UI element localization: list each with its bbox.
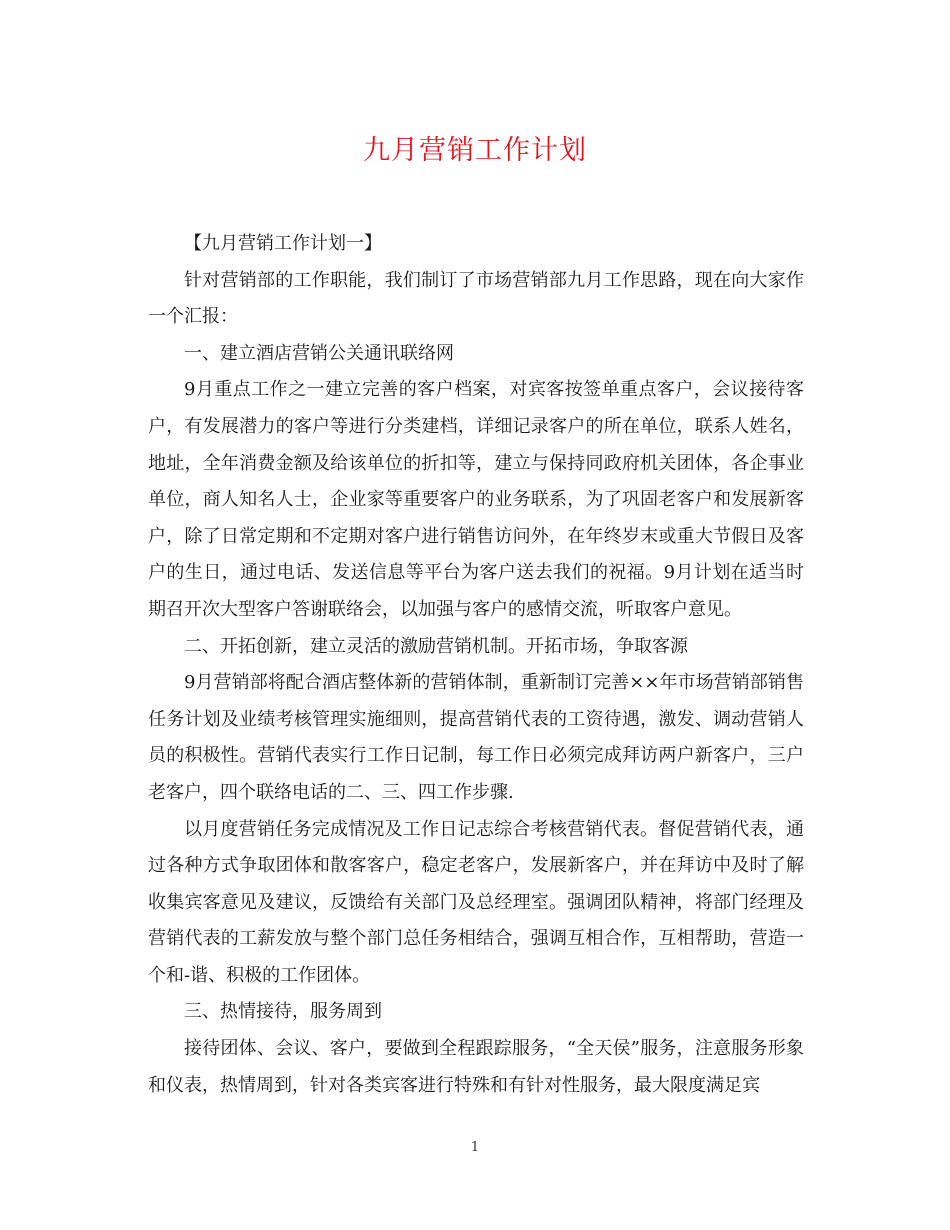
document-body bbox=[148, 226, 804, 1104]
paragraph-section-2a: 9月营销部将配合酒店整体新的营销体制，重新制订完善××年市场营销部销售任务计划及业绩考核管理实施细则，提高营销代表的工资待遇，激发、调动营销人员的积极性。营销代表实行工作日记制，每工作日必须完成拜访两户新客户，三户老客户，四个联络电话的二、三、四工作步骤. bbox=[148, 672, 804, 803]
page-number: 1 bbox=[470, 1140, 480, 1155]
document-title: 九月营销工作计划 bbox=[363, 135, 587, 166]
paragraph-section-1: 9月重点工作之一建立完善的客户档案，对宾客按签单重点客户，会议接待客户，有发展潜力的客户等进行分类建档，详细记录客户的所在单位，联系人姓名，地址，全年消费金额及给该单位的折扣等，建立与保持同政府机关团体，各企事业单位，商人知名人士，企业家等重要客户的业务联系，为了巩固老客户和发展新客户，除了日常定期和不定期对客户进行销售访问外，在年终岁末或重大节假日及客户的生日，通过电话、发送信息等平台为客户送去我们的祝福。9月计划在适当时期召开次大型客户答谢联络会，以加强与客户的感情交流，听取客户意见。 bbox=[148, 379, 804, 620]
paragraph-intro: 针对营销部的工作职能，我们制订了市场营销部九月工作思路，现在向大家作一个汇报： bbox=[148, 269, 804, 328]
paragraph-section-3: 接待团体、会议、客户，要做到全程跟踪服务，“全天侯”服务，注意服务形象和仪表，热情周到，针对各类宾客进行特殊和有针对性服务，最大限度满足宾 bbox=[148, 1038, 804, 1096]
paragraph-section-2b: 以月度营销任务完成情况及工作日记志综合考核营销代表。督促营销代表，通过各种方式争取团体和散客客户，稳定老客户，发展新客户，并在拜访中及时了解收集宾客意见及建议，反馈给有关部门及总经理室。强调团队精神，将部门经理及营销代表的工薪发放与整个部门总任务相结合，强调互相合作，互相帮助，营造一个和-谐、积极的工作团体。 bbox=[148, 818, 804, 986]
section-heading-1: 一、建立酒店营销公关通讯联络网 bbox=[184, 342, 454, 364]
section-heading-3: 三、热情接待，服务周到 bbox=[184, 1001, 382, 1023]
section-heading-2: 二、开拓创新，建立灵活的激励营销机制。开拓市场，争取客源 bbox=[184, 635, 688, 657]
paragraph-heading-plan-one: 【九月营销工作计划一】 bbox=[184, 233, 382, 254]
